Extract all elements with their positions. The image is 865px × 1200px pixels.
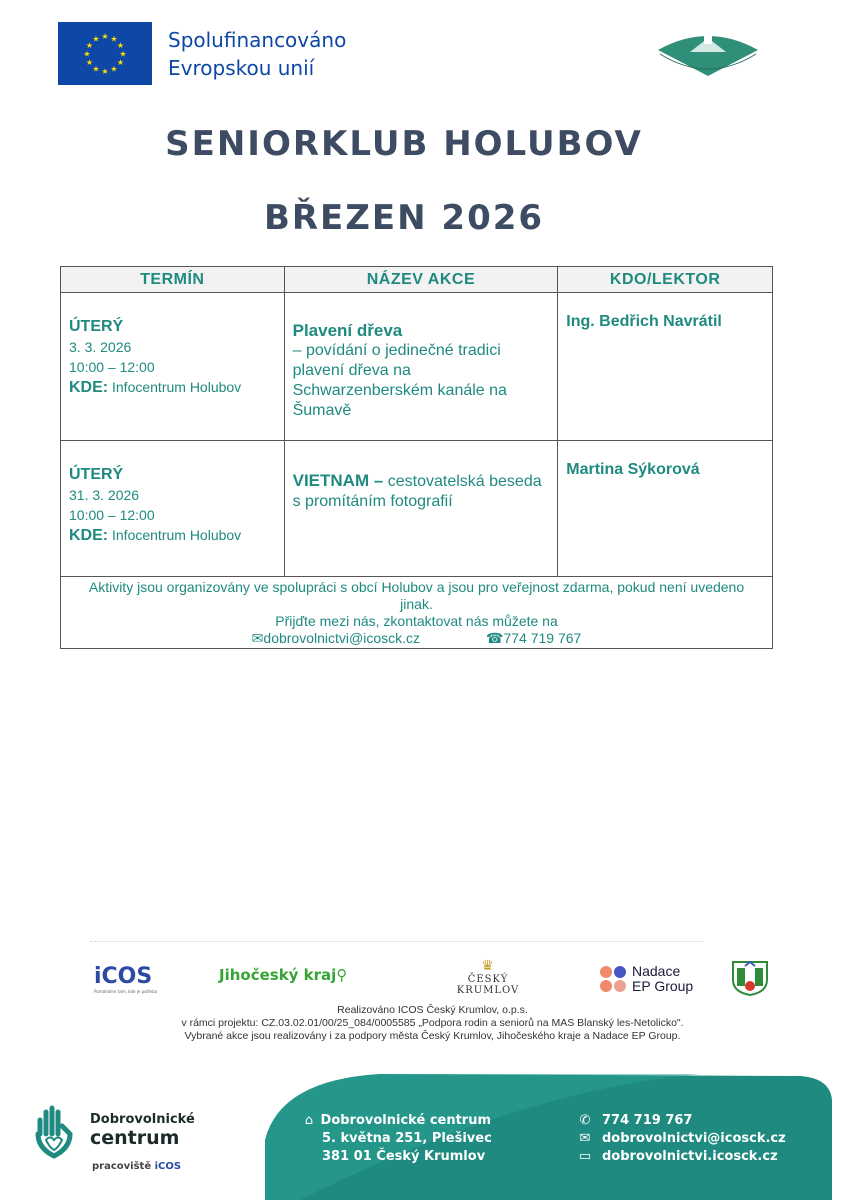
event-time: 10:00 – 12:00 bbox=[69, 359, 155, 375]
address-line-1 bbox=[302, 1112, 492, 1130]
event-schedule-table bbox=[60, 266, 773, 649]
partners-divider bbox=[90, 941, 704, 942]
nadace-line-1: Nadace bbox=[632, 963, 681, 979]
event-title: VIETNAM – bbox=[292, 471, 384, 490]
contact-email[interactable] bbox=[578, 1130, 786, 1148]
location-pin-icon: ⚲ bbox=[336, 966, 348, 984]
event-name-cell bbox=[284, 293, 558, 441]
cesky-krumlov-logo bbox=[440, 958, 536, 996]
realizace-line-2: v rámci projektu: CZ.03.02.01/00/25_084/0005585 „Podpora rodin a seniorů na MAS Blanský les-Netolicko". bbox=[181, 1017, 684, 1029]
footer-invite: Přijďte mezi nás, zkontaktovat nás můžete na bbox=[275, 613, 558, 629]
crown-icon: ♛ bbox=[481, 958, 495, 974]
contact-web-text: dobrovolnictvi.icosck.cz bbox=[602, 1149, 778, 1164]
svg-text:★: ★ bbox=[101, 32, 109, 41]
svg-text:★: ★ bbox=[92, 34, 100, 44]
project-realization-note bbox=[0, 1004, 865, 1043]
event-time: 10:00 – 12:00 bbox=[69, 507, 155, 523]
icos-logo-text: iCOS bbox=[94, 964, 153, 989]
jihocesky-kraj-logo bbox=[219, 966, 347, 984]
event-title: Plavení dřeva bbox=[292, 321, 403, 340]
eu-cofinanced-text bbox=[168, 26, 346, 82]
table-row bbox=[61, 441, 773, 577]
jck-logo-text: Jihočeský kraj bbox=[219, 966, 337, 984]
event-where bbox=[69, 525, 276, 546]
event-name-cell bbox=[284, 441, 558, 577]
nadace-ep-group-logo bbox=[600, 964, 693, 994]
address-line-3: 381 01 Český Krumlov bbox=[322, 1149, 486, 1164]
event-day: ÚTERÝ bbox=[69, 318, 124, 335]
footer-email-text: dobrovolnictvi@icosck.cz bbox=[263, 630, 421, 646]
dc-subtitle bbox=[92, 1161, 181, 1172]
table-footer-cell bbox=[61, 577, 773, 649]
nadace-text bbox=[632, 964, 693, 994]
ck-logo-text: ČESKÝ KRUMLOV bbox=[456, 974, 520, 996]
envelope-icon: ✉ bbox=[579, 1131, 591, 1146]
table-row bbox=[61, 293, 773, 441]
holubov-crest-icon bbox=[731, 960, 769, 996]
phone-icon: ☎ bbox=[486, 630, 504, 646]
icos-logo bbox=[94, 964, 157, 994]
where-label: KDE: bbox=[69, 379, 109, 396]
dc-sub-brand: iCOS bbox=[154, 1161, 182, 1172]
contact-phone-text: 774 719 767 bbox=[602, 1113, 693, 1128]
contact-phone[interactable] bbox=[578, 1112, 786, 1130]
nadace-line-2: EP Group bbox=[632, 978, 694, 994]
where-value: Infocentrum Holubov bbox=[112, 379, 242, 395]
page-title: SENIORKLUB HOLUBOV bbox=[165, 124, 643, 164]
table-header-row bbox=[61, 267, 773, 293]
svg-text:★: ★ bbox=[116, 41, 125, 50]
header-kdo-lektor: KDO/LEKTOR bbox=[558, 267, 773, 293]
footer-phone-text: 774 719 767 bbox=[503, 630, 582, 646]
event-description: – povídání o jedinečné tradici plavení dřeva na Schwarzenberském kanále na Šumavě bbox=[292, 342, 507, 419]
month-title: BŘEZEN 2026 bbox=[263, 198, 545, 238]
contact-email-text: dobrovolnictvi@icosck.cz bbox=[602, 1131, 786, 1146]
header-nazev-akce: NÁZEV AKCE bbox=[284, 267, 558, 293]
event-date: 3. 3. 2026 bbox=[69, 339, 132, 355]
event-lecturer: Ing. Bedřich Navrátil bbox=[558, 293, 773, 441]
dobrovolnicke-centrum-logo bbox=[90, 1112, 195, 1148]
svg-text:★: ★ bbox=[83, 49, 91, 59]
where-label: KDE: bbox=[69, 527, 109, 544]
header-termin: TERMÍN bbox=[61, 267, 285, 293]
eu-stars-icon bbox=[58, 22, 152, 85]
contact-block bbox=[578, 1112, 786, 1166]
svg-text:★: ★ bbox=[85, 41, 94, 50]
event-where bbox=[69, 377, 276, 398]
address-name: Dobrovolnické centrum bbox=[320, 1113, 492, 1128]
monitor-icon: ▭ bbox=[578, 1149, 592, 1164]
eu-line-2: Evropskou unií bbox=[168, 56, 315, 80]
footer-phone[interactable] bbox=[486, 630, 581, 647]
address-block bbox=[302, 1112, 492, 1166]
event-description: cestovatelská beseda s promítáním fotografií bbox=[292, 473, 542, 510]
where-value: Infocentrum Holubov bbox=[112, 527, 242, 543]
dc-line-1: Dobrovolnické bbox=[90, 1112, 195, 1127]
svg-text:★: ★ bbox=[110, 34, 118, 44]
mas-blansky-les-logo bbox=[650, 28, 766, 88]
event-day: ÚTERÝ bbox=[69, 466, 124, 483]
svg-text:★: ★ bbox=[85, 58, 94, 67]
address-line-2: 5. května 251, Plešivec bbox=[322, 1131, 492, 1146]
svg-text:★: ★ bbox=[119, 49, 127, 59]
phone-icon: ✆ bbox=[579, 1113, 591, 1128]
event-when-cell bbox=[61, 441, 285, 577]
nadace-dots-icon bbox=[600, 966, 626, 992]
footer-note: Aktivity jsou organizovány ve spolupráci s obcí Holubov a jsou pro veřejnost zdarma, pokud není uvedeno jinak. bbox=[88, 579, 745, 612]
svg-text:★: ★ bbox=[116, 58, 125, 67]
svg-text:★: ★ bbox=[101, 67, 109, 76]
hand-heart-icon bbox=[34, 1102, 74, 1160]
contact-web[interactable] bbox=[578, 1148, 786, 1166]
svg-text:★: ★ bbox=[110, 64, 118, 74]
svg-text:★: ★ bbox=[92, 64, 100, 74]
footer-email[interactable] bbox=[252, 630, 420, 647]
eu-flag-logo bbox=[58, 22, 152, 85]
event-when-cell bbox=[61, 293, 285, 441]
footer-contacts bbox=[71, 630, 762, 647]
icos-tagline: Pomáháme tam, kde je potřeba bbox=[94, 989, 158, 994]
eu-line-1: Spolufinancováno bbox=[168, 28, 347, 52]
realizace-line-1: Realizováno ICOS Český Krumlov, o.p.s. bbox=[337, 1004, 528, 1016]
dc-sub-prefix: pracoviště bbox=[92, 1161, 152, 1172]
home-icon: ⌂ bbox=[304, 1113, 314, 1128]
envelope-icon: ✉ bbox=[251, 630, 264, 646]
realizace-line-3: Vybrané akce jsou realizovány i za podpory města Český Krumlov, Jihočeského kraje a Nadace EP Group. bbox=[184, 1030, 681, 1042]
table-footer-row bbox=[61, 577, 773, 649]
event-date: 31. 3. 2026 bbox=[69, 487, 140, 503]
dc-line-2: centrum bbox=[90, 1127, 180, 1149]
event-lecturer: Martina Sýkorová bbox=[558, 441, 773, 577]
